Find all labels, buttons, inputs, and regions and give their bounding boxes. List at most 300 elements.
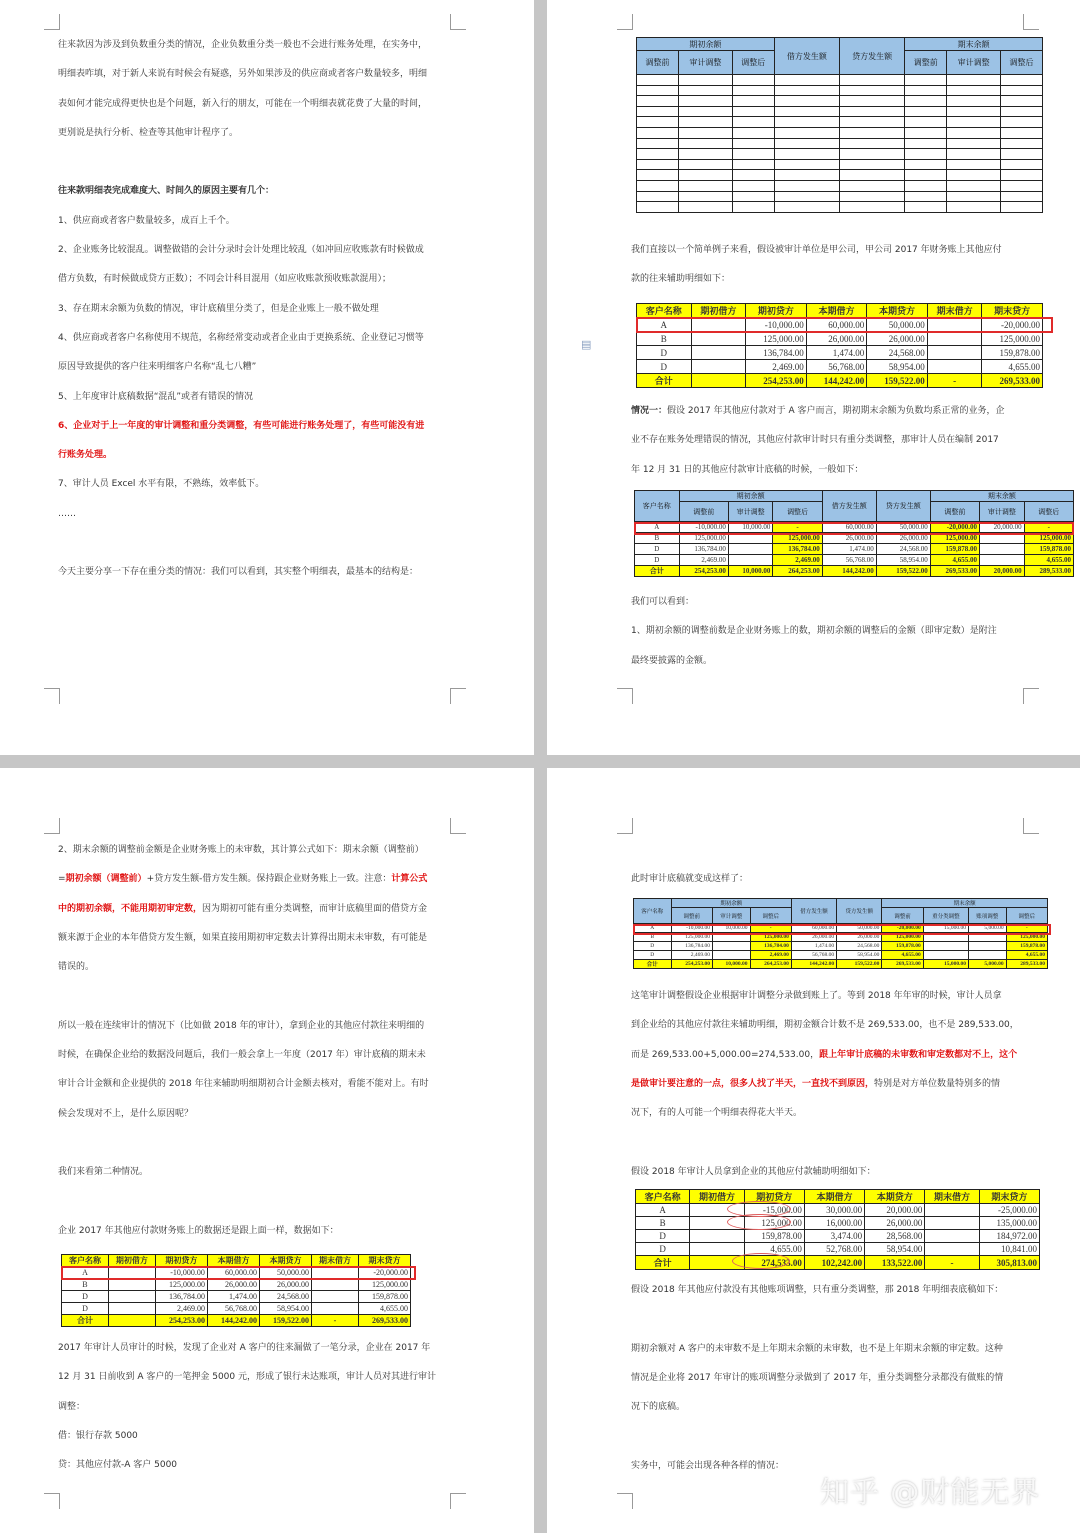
header-cell: 重分类调整 [923, 908, 968, 924]
list-item-highlight: 行账务处理。 [58, 450, 113, 461]
header-cell: 调整前 [637, 51, 679, 75]
table-cell: 254,253.00 [746, 374, 807, 388]
table-cell: 合计 [637, 374, 692, 388]
header-cell: 调整后 [773, 502, 822, 522]
document-page-2 [547, 0, 1080, 755]
table-cell: - [312, 1315, 359, 1327]
text-run: 特别是对方单位数量特别多的情 [874, 1078, 1001, 1089]
text-run: 而是 269,533.00+5,000.00=274,533.00， [631, 1049, 820, 1060]
table-cell: 159,878.00 [744, 1230, 804, 1243]
table-cell: 1,474.00 [822, 544, 876, 555]
table-cell: 264,253.00 [773, 566, 822, 577]
table-cell: 125,000.00 [982, 332, 1043, 346]
page1-body [58, 31, 452, 588]
table-cell [839, 149, 904, 160]
table-cell [947, 127, 1001, 138]
table-cell: 4,655.00 [882, 951, 923, 960]
table-cell [947, 106, 1001, 117]
table-cell [905, 159, 947, 170]
ledger-table-2017-again [61, 1254, 411, 1327]
paragraph: 审计合计金额和企业提供的 2018 年往来辅助明细期初合计金额去核对，看能不能对上。有时 [58, 1079, 429, 1090]
table-cell: 客户名称 [636, 1190, 690, 1204]
margin-mark [450, 14, 466, 30]
table-cell [690, 1230, 744, 1243]
table-cell: 144,242.00 [791, 960, 836, 969]
list-item: 4、供应商或者客户名称使用不规范，名称经常变动或者企业由于更换系统、企业登记习惯等 [58, 332, 424, 343]
margin-mark [44, 688, 60, 704]
table-cell: D [636, 1230, 690, 1243]
header-cell: 审计调整 [679, 51, 733, 75]
text-run: 期初余额（调整前） [65, 874, 147, 885]
table-cell: 125,000.00 [930, 533, 979, 544]
table-cell: 期末借方 [312, 1255, 359, 1267]
table-cell [637, 138, 679, 149]
table-cell: 4,655.00 [1024, 555, 1073, 566]
document-page-4 [547, 768, 1080, 1533]
table-cell [108, 1303, 155, 1315]
header-cell: 贷方发生额 [876, 491, 930, 522]
margin-mark [617, 14, 633, 30]
table-cell: 102,242.00 [804, 1256, 864, 1270]
table-row [637, 374, 1043, 388]
paragraph: 情况是企业将 2017 年审计的账项调整分录做到了 2017 年，重分类调整分录都没有做账的情 [631, 1372, 1004, 1383]
table-cell: 26,000.00 [837, 933, 882, 942]
table-cell: 期末借方 [925, 1190, 979, 1204]
text-run: 因为期初可能有重分类调整，而审计底稿里面的借贷方金 [202, 903, 428, 914]
table-cell: 58,954.00 [865, 1243, 925, 1256]
header-cell: 借方发生额 [822, 491, 876, 522]
highlight-box [634, 522, 1074, 535]
table-cell: A [635, 522, 680, 533]
table-cell: 1,474.00 [207, 1291, 259, 1303]
header-cell: 调整后 [732, 51, 774, 75]
paragraph: 2017 年审计人员审计的时候，发现了企业对 A 客户的往来漏做了一笔分录，企业在 2017 年 [58, 1343, 431, 1353]
table-cell: 58,954.00 [837, 951, 882, 960]
header-cell: 调整后 [1024, 502, 1073, 522]
table-row [636, 1243, 1040, 1256]
table-cell [839, 106, 904, 117]
table-cell: D [637, 360, 692, 374]
table-cell: 133,522.00 [865, 1256, 925, 1270]
table-cell [774, 149, 839, 160]
table-cell: B [634, 933, 672, 942]
table-cell: 125,000.00 [882, 933, 923, 942]
table-cell [637, 85, 679, 96]
table-cell: -10,000.00 [155, 1267, 207, 1279]
table-cell [728, 555, 773, 566]
margin-mark [617, 818, 633, 834]
table-cell: 10,000.00 [728, 522, 773, 533]
case-label: 情况一： [631, 406, 668, 416]
table-cell: 135,000.00 [979, 1217, 1039, 1230]
table-cell: 10,000.00 [728, 566, 773, 577]
table-cell: 24,568.00 [876, 544, 930, 555]
table-cell [732, 159, 774, 170]
paragraph: 况下的底稿。 [631, 1402, 686, 1413]
table-cell: 60,000.00 [822, 522, 876, 533]
paragraph: 更别说是执行分析、检查等其他审计程序了。 [58, 127, 239, 138]
table-cell [947, 138, 1001, 149]
table-cell: A [62, 1267, 109, 1279]
table-cell [927, 332, 982, 346]
table-cell: 144,242.00 [806, 374, 867, 388]
table-cell: - [750, 924, 791, 933]
header-cell: 期末余额 [905, 38, 1043, 51]
table-cell [312, 1291, 359, 1303]
table-cell [774, 85, 839, 96]
table-cell [923, 951, 968, 960]
table-cell: 合计 [62, 1315, 109, 1327]
table-cell: 125,000.00 [358, 1279, 410, 1291]
table-cell: 159,878.00 [930, 544, 979, 555]
table-cell [774, 96, 839, 107]
page4-body-b [631, 982, 1024, 1187]
table-row [637, 191, 1043, 202]
table-cell: 50,000.00 [259, 1267, 311, 1279]
header-cell: 借方发生额 [791, 899, 836, 924]
margin-mark [1023, 818, 1039, 834]
table-cell: 20,000.00 [980, 566, 1025, 577]
document-icon[interactable]: ▤ [581, 338, 592, 351]
ledger-table-2017 [636, 303, 1043, 388]
table-cell [925, 1217, 979, 1230]
margin-mark [1023, 688, 1039, 704]
table-cell: 16,000.00 [804, 1217, 864, 1230]
header-cell: 调整后 [750, 908, 791, 924]
table-cell: 50,000.00 [876, 522, 930, 533]
table-cell: -10,000.00 [671, 924, 712, 933]
table-cell [980, 555, 1025, 566]
table-cell [691, 346, 746, 360]
table-cell: 159,878.00 [358, 1291, 410, 1303]
table-cell: 184,972.00 [979, 1230, 1039, 1243]
table-cell [637, 191, 679, 202]
table-row [634, 951, 1048, 960]
table-cell: -10,000.00 [679, 522, 728, 533]
table-cell [108, 1279, 155, 1291]
paragraph: 企业 2017 年其他应付款财务账上的数据还是跟上面一样，数据如下： [58, 1225, 339, 1236]
table-cell: 本期贷方 [867, 304, 928, 318]
table-cell: 159,878.00 [982, 346, 1043, 360]
table-cell [905, 202, 947, 213]
table-cell [980, 544, 1025, 555]
table-cell [637, 159, 679, 170]
table-cell [732, 127, 774, 138]
table-cell: 125,000.00 [744, 1217, 804, 1230]
table-cell [637, 106, 679, 117]
table-cell [774, 170, 839, 181]
table-cell [732, 180, 774, 191]
table-cell [774, 191, 839, 202]
header-cell: 借方发生额 [774, 38, 839, 75]
list-item: 借方负数，有时候做成贷方正数）；不同会计科目混用（如应收账款预收账款混用）； [58, 274, 392, 285]
table-cell [690, 1243, 744, 1256]
paragraph: 我们可以看到： [631, 597, 695, 607]
table-cell: 5,000.00 [968, 960, 1006, 969]
table-cell [679, 85, 733, 96]
annotation-circle [732, 1253, 790, 1269]
table-cell: A [634, 924, 672, 933]
table-cell: 60,000.00 [791, 924, 836, 933]
table-cell: 26,000.00 [207, 1279, 259, 1291]
table-cell [679, 75, 733, 86]
table-cell [947, 117, 1001, 128]
table-cell: 本期借方 [804, 1190, 864, 1204]
header-cell: 审计调整 [712, 908, 750, 924]
table-cell: 2,469.00 [773, 555, 822, 566]
table-cell [732, 106, 774, 117]
paragraph: 款的往来辅助明细如下： [631, 274, 731, 285]
page2-body-c [631, 588, 1024, 676]
table-cell: B [636, 1217, 690, 1230]
table-cell: 4,655.00 [744, 1243, 804, 1256]
header-cell: 调整后 [1006, 908, 1047, 924]
table-row [637, 117, 1043, 128]
table-cell: 50,000.00 [837, 924, 882, 933]
table-row [637, 96, 1043, 107]
table-cell: 10,000.00 [712, 924, 750, 933]
table-cell: 2,469.00 [155, 1303, 207, 1315]
table-cell [1000, 159, 1042, 170]
table-cell [712, 942, 750, 951]
paragraph: 今天主要分享一下存在重分类的情况：我们可以看到，其实整个明细表，最基本的结构是： [58, 567, 419, 578]
table-cell: 269,533.00 [982, 374, 1043, 388]
table-cell: D [635, 544, 680, 555]
header-cell: 审计调整 [947, 51, 1001, 75]
table-cell: 期末贷方 [982, 304, 1043, 318]
table-cell [637, 96, 679, 107]
table-cell [1000, 202, 1042, 213]
table-cell: 2,469.00 [746, 360, 807, 374]
paragraph: 实务中，可能会出现各种各样的情况： [631, 1460, 785, 1471]
header-cell: 调整前 [671, 908, 712, 924]
table-cell: 144,242.00 [207, 1315, 259, 1327]
table-cell: D [634, 942, 672, 951]
table-cell [679, 106, 733, 117]
template-table [636, 37, 1043, 213]
table-cell: D [62, 1291, 109, 1303]
header-cell: 贷方发生额 [839, 38, 904, 75]
table-cell: 125,000.00 [155, 1279, 207, 1291]
page3-body-b [58, 1334, 452, 1480]
table-cell: 159,878.00 [1024, 544, 1073, 555]
table-row [637, 346, 1043, 360]
header-cell: 调整前 [882, 908, 923, 924]
table-cell: 125,000.00 [750, 933, 791, 942]
table-cell: 2,469.00 [750, 951, 791, 960]
table-row [636, 1204, 1040, 1217]
table-row [637, 360, 1043, 374]
table-cell: 136,784.00 [679, 544, 728, 555]
table-cell: 26,000.00 [791, 933, 836, 942]
table-cell [947, 202, 1001, 213]
table-cell [925, 1204, 979, 1217]
table-cell [905, 117, 947, 128]
table-cell: 136,784.00 [155, 1291, 207, 1303]
table-cell: 期初借方 [108, 1255, 155, 1267]
table-cell [774, 117, 839, 128]
paragraph: 调整： [58, 1401, 86, 1412]
table-cell [732, 85, 774, 96]
header-cell: 期初余额 [671, 899, 791, 908]
list-item: 3、存在期末余额为负数的情况，审计底稿里分类了，但是企业账上一般不做处理 [58, 303, 379, 314]
table-cell [679, 96, 733, 107]
table-cell: 26,000.00 [806, 332, 867, 346]
table-cell: 26,000.00 [876, 533, 930, 544]
table-row [637, 127, 1043, 138]
margin-mark [44, 818, 60, 834]
table-cell: 本期贷方 [865, 1190, 925, 1204]
table-cell [905, 180, 947, 191]
text-run: 跟上年审计底稿的未审数和审定数都对不上，这个 [819, 1049, 1018, 1060]
table-cell: A [636, 1204, 690, 1217]
table-row [637, 75, 1043, 86]
paragraph: 往来款因为涉及到负数重分类的情况，企业负数重分类一般也不会进行账务处理，在实务中， [58, 40, 428, 50]
table-cell: 269,533.00 [882, 960, 923, 969]
paragraph: 额来源于企业的本年借贷方发生额，如果直接用期初审定数去计算得出期末未审数，有可能是 [58, 932, 428, 943]
table-cell: 期初借方 [690, 1190, 744, 1204]
table-cell [732, 96, 774, 107]
table-cell [968, 951, 1006, 960]
table-cell [679, 117, 733, 128]
list-item-highlight: 6、企业对于上一年度的审计调整和重分类调整，有些可能进行账务处理了，有些可能没有进 [58, 420, 425, 431]
table-cell [905, 149, 947, 160]
table-cell: - [925, 1256, 979, 1270]
table-cell: 3,474.00 [804, 1230, 864, 1243]
table-cell [1000, 117, 1042, 128]
table-cell: 10,841.00 [979, 1243, 1039, 1256]
table-cell [947, 149, 1001, 160]
table-cell [947, 191, 1001, 202]
table-cell: 52,768.00 [804, 1243, 864, 1256]
table-cell: 269,533.00 [358, 1315, 410, 1327]
table-cell [637, 75, 679, 86]
table-cell [927, 360, 982, 374]
table-cell: -20,000.00 [358, 1267, 410, 1279]
table-cell [637, 149, 679, 160]
table-row [635, 555, 1074, 566]
table-cell [732, 138, 774, 149]
list-item: 1、供应商或者客户数量较多，成百上千个。 [58, 215, 235, 226]
table-cell [947, 170, 1001, 181]
table-cell: 15,000.00 [923, 960, 968, 969]
table-cell: - [1006, 924, 1047, 933]
paragraph: 时候，在确保企业给的数据没问题后，我们一般会拿上一年度（2017 年）审计底稿的期末未 [58, 1050, 426, 1061]
watermark: 知乎 @财能无界 [820, 1475, 1041, 1509]
table-cell: 期末贷方 [358, 1255, 410, 1267]
table-cell [679, 159, 733, 170]
table-cell: 58,954.00 [259, 1303, 311, 1315]
table-cell: 125,000.00 [1024, 533, 1073, 544]
table-cell: 125,000.00 [773, 533, 822, 544]
table-cell [679, 180, 733, 191]
table-cell: 26,000.00 [259, 1279, 311, 1291]
table-cell: -20,000.00 [882, 924, 923, 933]
paragraph: 我们来看第二种情况。 [58, 1167, 149, 1178]
table-cell [679, 191, 733, 202]
table-cell: 合计 [634, 960, 672, 969]
table-cell: -20,000.00 [982, 318, 1043, 332]
table-cell [839, 202, 904, 213]
table-cell: D [62, 1303, 109, 1315]
table-cell [732, 75, 774, 86]
table-cell: 26,000.00 [822, 533, 876, 544]
table-cell: 合计 [635, 566, 680, 577]
text-run: 计算公式 [391, 874, 428, 885]
table-cell [905, 96, 947, 107]
table-cell: B [62, 1279, 109, 1291]
table-cell [108, 1291, 155, 1303]
paragraph: 假设 2017 年其他应付款对于 A 客户而言，期初期末余额为负数均系正常的业务，企 [667, 406, 1005, 416]
text-run: 是做审计要注意的一点，很多人找了半天，一直找不到原因， [631, 1078, 875, 1089]
table-cell [774, 127, 839, 138]
table-cell: - [773, 522, 822, 533]
table-cell [637, 117, 679, 128]
table-cell: 159,878.00 [1006, 942, 1047, 951]
table-cell: 20,000.00 [980, 522, 1025, 533]
table-cell: 58,954.00 [867, 360, 928, 374]
table-row [635, 566, 1074, 577]
page3-body-a [58, 836, 452, 1246]
table-cell: 136,784.00 [671, 942, 712, 951]
table-cell: B [637, 332, 692, 346]
table-cell: - [927, 374, 982, 388]
table-cell: 4,655.00 [982, 360, 1043, 374]
paragraph: 错误的。 [58, 962, 95, 973]
table-cell: 合计 [636, 1256, 690, 1270]
paragraph: 明细表咋填，对于新人来说有时候会有疑惑，另外如果涉及的供应商或者客户数量较多，明细 [58, 69, 428, 80]
table-row [637, 170, 1043, 181]
header-cell: 期初余额 [637, 38, 775, 51]
table-row [637, 202, 1043, 213]
table-cell: -10,000.00 [746, 318, 807, 332]
paragraph: 12 月 31 日前收到 A 客户的一笔押金 5000 元，形成了银行未达账项，审计人员对其进行审计 [58, 1372, 436, 1383]
table-cell: 客户名称 [637, 304, 692, 318]
table-row [636, 1217, 1040, 1230]
list-item: 原因导致提供的客户往来明细客户名称“乱七八糟” [58, 362, 257, 373]
table-cell [1000, 191, 1042, 202]
table-cell [679, 127, 733, 138]
table-cell [679, 170, 733, 181]
paragraph: 假设 2018 年其他应付款没有其他账项调整，只有重分类调整，那 2018 年明细表底稿如下： [631, 1285, 1004, 1295]
table-cell: 125,000.00 [746, 332, 807, 346]
table-cell: 客户名称 [62, 1255, 109, 1267]
table-cell [312, 1303, 359, 1315]
ellipsis: …… [58, 508, 76, 519]
table-cell: 26,000.00 [867, 332, 928, 346]
table-cell [774, 159, 839, 170]
table-cell: 5,000.00 [968, 924, 1006, 933]
table-cell: 136,784.00 [746, 346, 807, 360]
table-cell [691, 360, 746, 374]
table-cell [637, 170, 679, 181]
table-cell [839, 170, 904, 181]
table-cell: 289,533.00 [1006, 960, 1047, 969]
table-cell: 269,533.00 [930, 566, 979, 577]
table-cell: 289,533.00 [1024, 566, 1073, 577]
table-cell: 本期借方 [806, 304, 867, 318]
header-cell: 客户名称 [634, 899, 672, 924]
table-row [634, 960, 1048, 969]
header-cell: 期末余额 [930, 491, 1073, 502]
paragraph: 2、期末余额的调整前金额是企业财务账上的未审数，其计算公式如下：期末余额（调整前） [58, 845, 424, 855]
paragraph: 况下，有的人可能一个明细表得花大半天。 [631, 1108, 803, 1119]
margin-mark [450, 688, 466, 704]
page4-body-a [631, 865, 1024, 894]
table-cell: 136,784.00 [750, 942, 791, 951]
table-row [62, 1291, 411, 1303]
paragraph: 这笔审计调整假设企业根据审计调整分录做到账上了。等到 2018 年年审的时候，审计人员拿 [631, 991, 1002, 1001]
